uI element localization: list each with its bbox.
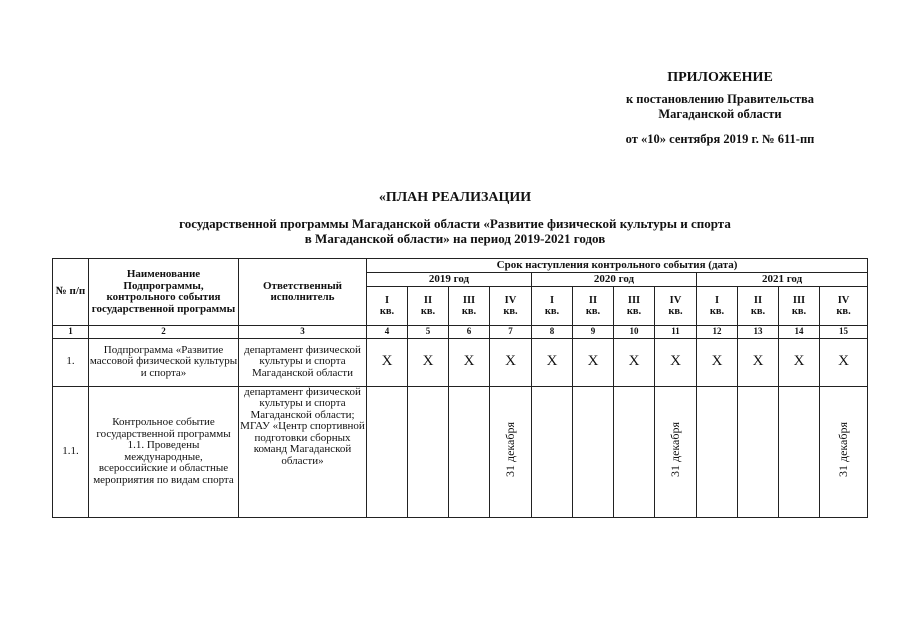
term-cell: X xyxy=(614,338,655,386)
quarter-roman: III xyxy=(627,294,641,306)
column-numbers-row xyxy=(53,326,868,339)
term-cell xyxy=(655,386,697,517)
term-cell xyxy=(614,386,655,517)
quarter-roman: IV xyxy=(504,294,517,306)
table-row xyxy=(53,386,868,517)
header-year-2020: 2020 год xyxy=(532,273,697,287)
plan-title: «ПЛАН РЕАЛИЗАЦИИ xyxy=(378,190,532,205)
term-cell xyxy=(820,386,868,517)
term-cell xyxy=(449,386,490,517)
quarter-header xyxy=(367,287,408,326)
term-cell: X xyxy=(367,338,408,386)
quarter-abbr: кв. xyxy=(461,306,477,317)
quarter-roman: III xyxy=(462,294,476,306)
quarter-roman: IV xyxy=(837,294,850,306)
quarter-header xyxy=(532,287,573,326)
appendix-line-2: к постановлению Правительства xyxy=(625,92,815,106)
plan-table xyxy=(52,258,868,518)
row-number: 1.1. xyxy=(53,386,89,517)
quarter-roman: II xyxy=(588,294,598,306)
column-number: 3 xyxy=(239,326,367,339)
term-cell xyxy=(408,386,449,517)
column-number: 6 xyxy=(449,326,490,339)
column-number: 2 xyxy=(89,326,239,339)
row-name: Контрольное событие государственной программы 1.1. Проведены международные, всероссийские и областные мероприятия по видам спорта xyxy=(89,386,239,517)
term-cell xyxy=(367,386,408,517)
quarter-abbr: кв. xyxy=(668,306,683,317)
column-number: 8 xyxy=(532,326,573,339)
quarter-header xyxy=(697,287,738,326)
term-cell: X xyxy=(738,338,779,386)
quarter-abbr: кв. xyxy=(626,306,642,317)
quarter-header xyxy=(820,287,868,326)
quarter-header xyxy=(738,287,779,326)
quarter-abbr: кв. xyxy=(836,306,851,317)
term-cell xyxy=(573,386,614,517)
header-name: Наименование Подпрограммы, контрольного события государственной программы xyxy=(89,259,239,326)
quarter-roman: I xyxy=(714,294,720,306)
term-date: 31 декабря xyxy=(502,422,517,478)
header-executor: Ответственный исполнитель xyxy=(239,259,367,326)
plan-heading xyxy=(80,190,830,246)
quarter-abbr: кв. xyxy=(585,306,601,317)
quarter-header xyxy=(408,287,449,326)
quarter-abbr: кв. xyxy=(750,306,766,317)
term-cell: X xyxy=(779,338,820,386)
term-cell: X xyxy=(408,338,449,386)
header-year-2021: 2021 год xyxy=(697,273,868,287)
quarter-abbr: кв. xyxy=(791,306,807,317)
column-number: 1 xyxy=(53,326,89,339)
quarter-header xyxy=(779,287,820,326)
term-cell: X xyxy=(697,338,738,386)
term-date: 31 декабря xyxy=(667,422,682,478)
column-number: 7 xyxy=(490,326,532,339)
term-date: 31 декабря xyxy=(835,422,850,478)
header-row-1 xyxy=(53,259,868,273)
quarter-abbr: кв. xyxy=(503,306,518,317)
quarter-abbr: кв. xyxy=(544,306,560,317)
quarter-abbr: кв. xyxy=(709,306,725,317)
column-number: 9 xyxy=(573,326,614,339)
term-cell: X xyxy=(532,338,573,386)
column-number: 11 xyxy=(655,326,697,339)
plan-subtitle-2: в Магаданской области» на период 2019-2021 годов xyxy=(304,231,606,246)
appendix-line-3: Магаданской области xyxy=(658,107,782,121)
column-number: 10 xyxy=(614,326,655,339)
column-number: 14 xyxy=(779,326,820,339)
quarter-roman: II xyxy=(423,294,433,306)
header-num: № п/п xyxy=(53,259,89,326)
term-cell: X xyxy=(820,338,868,386)
term-cell: X xyxy=(655,338,697,386)
quarter-roman: IV xyxy=(669,294,682,306)
row-number: 1. xyxy=(53,338,89,386)
quarter-header xyxy=(573,287,614,326)
table-row xyxy=(53,338,868,386)
quarter-abbr: кв. xyxy=(379,306,395,317)
row-executor: департамент физической культуры и спорта Магаданской области; МГАУ «Центр спортивной подготовки сборных команд Магаданской области» xyxy=(239,386,367,517)
quarter-header xyxy=(655,287,697,326)
header-year-2019: 2019 год xyxy=(367,273,532,287)
quarter-header xyxy=(490,287,532,326)
term-cell xyxy=(697,386,738,517)
column-number: 15 xyxy=(820,326,868,339)
quarter-header xyxy=(449,287,490,326)
plan-subtitle-1: государственной программы Магаданской области «Развитие физической культуры и спорта xyxy=(179,216,731,231)
term-cell xyxy=(779,386,820,517)
quarter-roman: I xyxy=(549,294,555,306)
column-number: 12 xyxy=(697,326,738,339)
appendix-title: ПРИЛОЖЕНИЕ xyxy=(667,70,773,85)
quarter-roman: I xyxy=(384,294,390,306)
term-cell: X xyxy=(573,338,614,386)
quarter-roman: II xyxy=(753,294,763,306)
appendix-block xyxy=(560,70,880,147)
column-number: 5 xyxy=(408,326,449,339)
quarter-abbr: кв. xyxy=(420,306,436,317)
term-cell xyxy=(490,386,532,517)
row-name: Подпрограмма «Развитие массовой физической культуры и спорта» xyxy=(89,338,239,386)
term-cell: X xyxy=(449,338,490,386)
term-cell: X xyxy=(490,338,532,386)
appendix-date-line: от «10» сентября 2019 г. № 611-пп xyxy=(625,132,815,146)
term-cell xyxy=(738,386,779,517)
header-term: Срок наступления контрольного события (дата) xyxy=(367,259,868,273)
quarter-roman: III xyxy=(792,294,806,306)
quarter-header xyxy=(614,287,655,326)
term-cell xyxy=(532,386,573,517)
row-executor: департамент физической культуры и спорта Магаданской области xyxy=(239,338,367,386)
column-number: 13 xyxy=(738,326,779,339)
column-number: 4 xyxy=(367,326,408,339)
